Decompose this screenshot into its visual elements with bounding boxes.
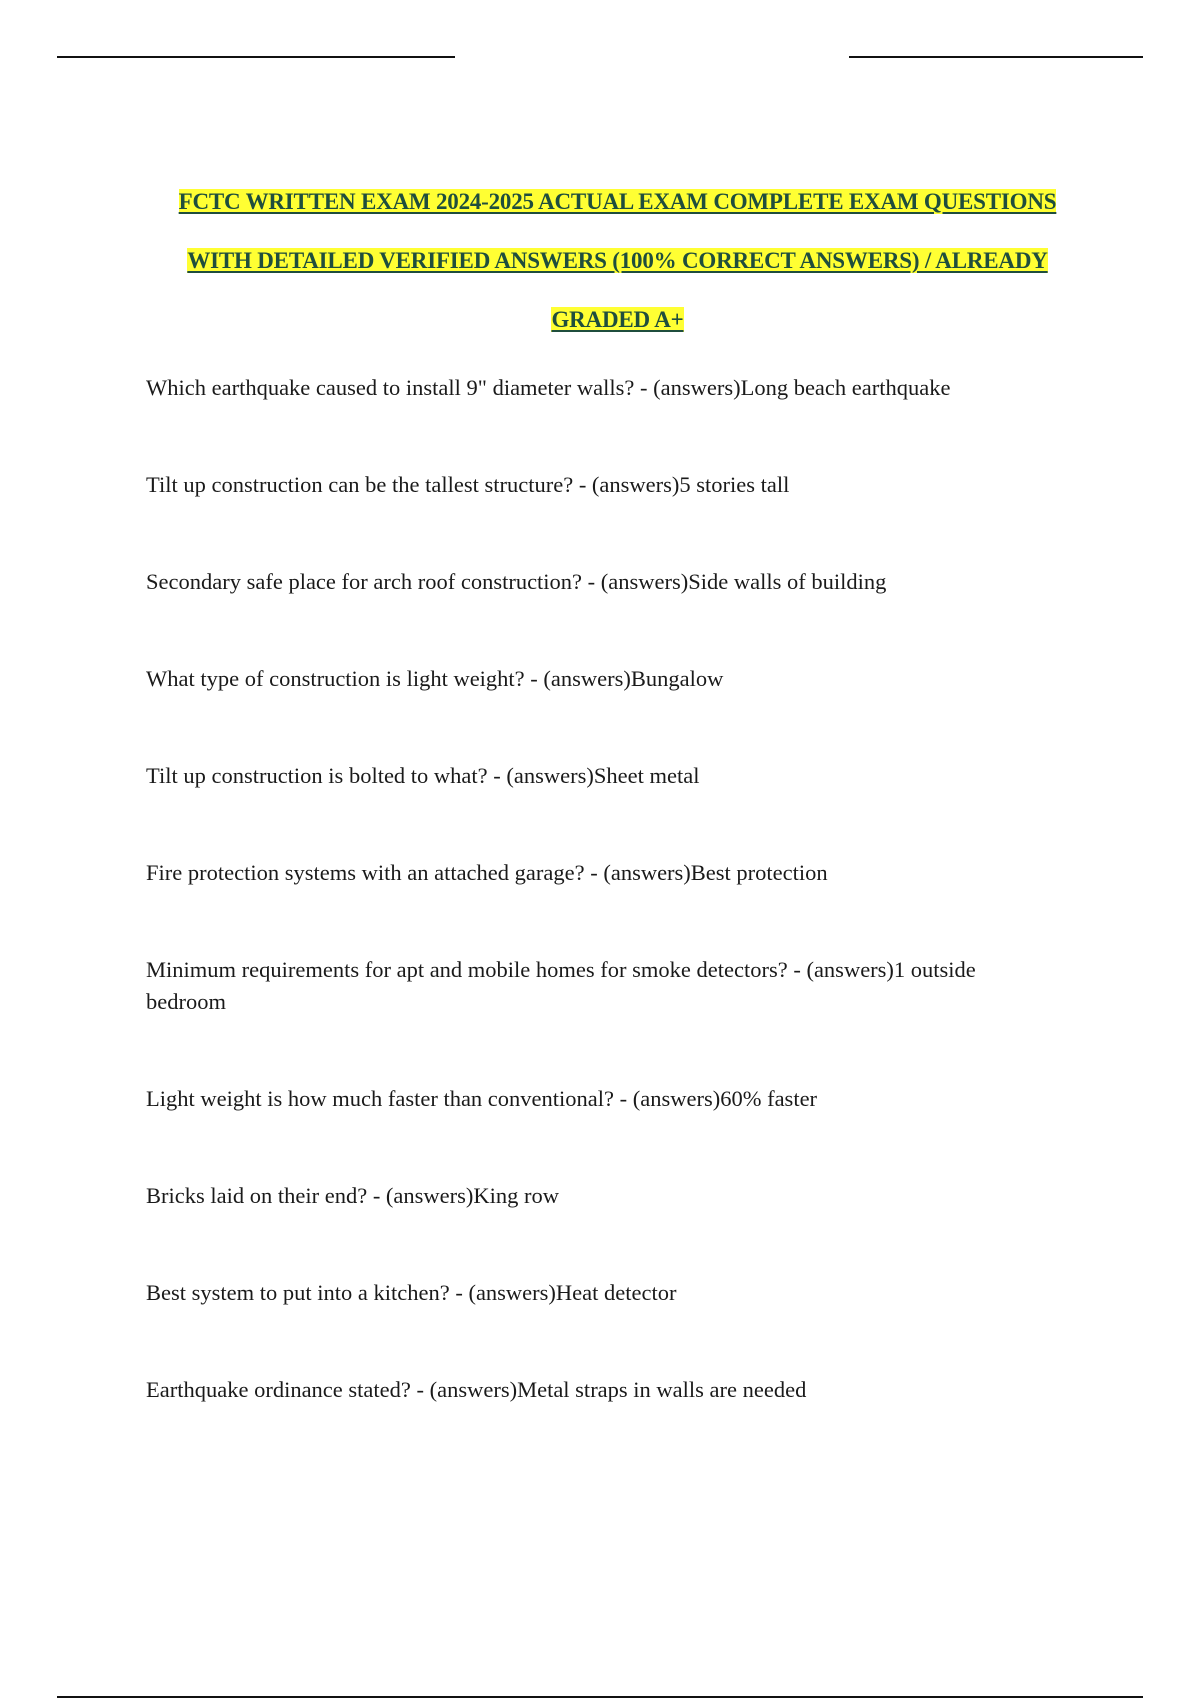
title-line-1: FCTC WRITTEN EXAM 2024-2025 ACTUAL EXAM COMPLETE EXAM QUESTIONS [178, 189, 1057, 214]
qa-item: What type of construction is light weight? - (answers)Bungalow [146, 666, 724, 691]
qa-item: Secondary safe place for arch roof construction? - (answers)Side walls of building [146, 569, 887, 594]
document-title [130, 186, 1105, 363]
header-rule-left [57, 56, 455, 58]
qa-item: Tilt up construction is bolted to what? - (answers)Sheet metal [146, 763, 700, 788]
header-rule-right [849, 56, 1143, 58]
footer-rule [57, 1696, 1143, 1698]
qa-list [146, 372, 1076, 1406]
qa-item: Light weight is how much faster than conventional? - (answers)60% faster [146, 1086, 818, 1111]
title-line-3: GRADED A+ [551, 307, 684, 332]
qa-item: Which earthquake caused to install 9" diameter walls? - (answers)Long beach earthquake [146, 375, 951, 400]
qa-item: Fire protection systems with an attached garage? - (answers)Best protection [146, 860, 828, 885]
qa-item: Earthquake ordinance stated? - (answers)Metal straps in walls are needed [146, 1377, 807, 1402]
qa-item: Best system to put into a kitchen? - (answers)Heat detector [146, 1280, 677, 1305]
qa-item: Bricks laid on their end? - (answers)King row [146, 1183, 560, 1208]
qa-item: Minimum requirements for apt and mobile homes for smoke detectors? - (answers)1 outside bedroom [146, 957, 976, 1014]
qa-item: Tilt up construction can be the tallest structure? - (answers)5 stories tall [146, 472, 790, 497]
title-line-2: WITH DETAILED VERIFIED ANSWERS (100% CORRECT ANSWERS) / ALREADY [187, 248, 1048, 273]
